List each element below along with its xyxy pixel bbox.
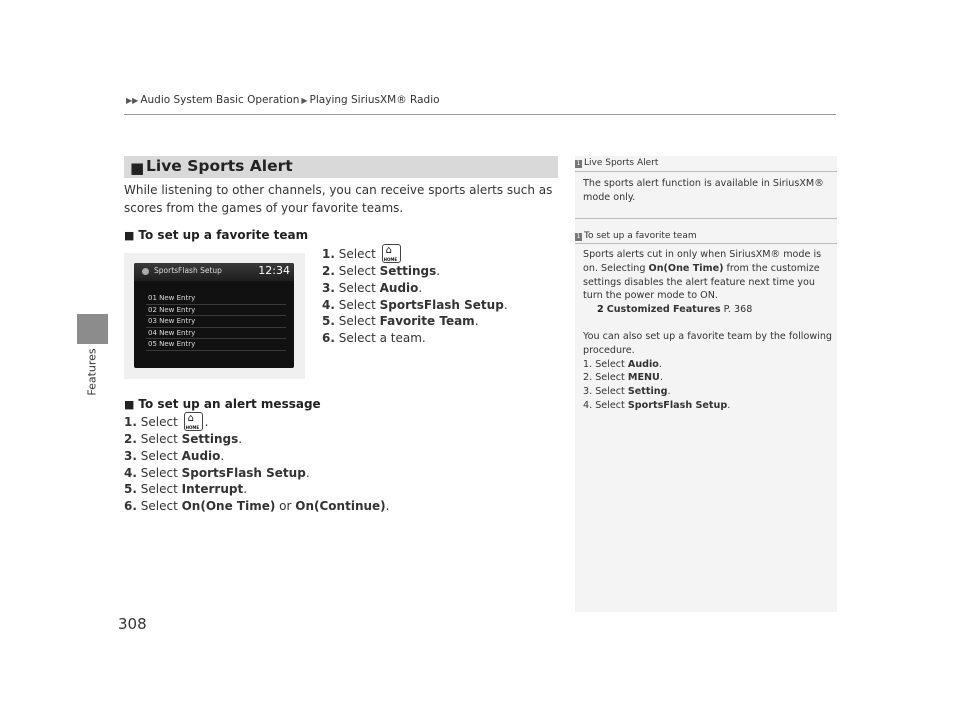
step-text: Select [338, 297, 376, 312]
step-keyword: Audio [379, 280, 419, 295]
home-button-icon[interactable] [184, 412, 203, 431]
step-text: Select [140, 499, 178, 514]
step-text: Select [338, 264, 376, 278]
section-title: Live Sports Alert [146, 157, 293, 175]
home-button-label: HOME [185, 425, 200, 430]
step-text: Select a team. [338, 331, 426, 346]
step-number: 2. [322, 264, 335, 278]
step-number: 3. [124, 448, 137, 463]
step-period: . [658, 358, 662, 370]
step-text: Select [140, 482, 178, 497]
step-number: 2. [583, 372, 593, 384]
step [124, 465, 389, 482]
favorite-team-heading [124, 228, 308, 242]
screen-illustration [124, 253, 305, 379]
step-period: . [727, 399, 731, 411]
step [322, 244, 508, 263]
house-icon: ⌂ [187, 413, 194, 424]
step [322, 263, 508, 280]
step-keyword: Favorite Team [379, 314, 475, 329]
step-keyword: SportsFlash Setup [181, 465, 306, 480]
list-item[interactable]: 03 New Entry [146, 316, 286, 328]
favorite-team-steps [322, 244, 508, 347]
step-period: . [474, 314, 479, 329]
spacer [583, 317, 833, 330]
step-keyword: On(One Time) [181, 499, 276, 514]
alert-message-steps [124, 412, 389, 515]
step-keyword: SportsFlash Setup [379, 297, 504, 312]
step [124, 448, 389, 465]
screen-list [146, 293, 286, 351]
step-text: Select [140, 415, 178, 429]
step-keyword: On(Continue) [295, 499, 386, 514]
reference-title[interactable]: Customized Features [606, 304, 721, 316]
step-text: Select [338, 314, 376, 329]
display-screen [134, 263, 294, 368]
step-keyword: Audio [627, 358, 659, 370]
step-keyword: Interrupt [181, 482, 244, 497]
breadcrumb-part-1[interactable]: Audio System Basic Operation [140, 94, 300, 106]
note-heading-live-sports [575, 158, 837, 168]
step [322, 297, 508, 314]
note-keyword: On(One Time) [648, 262, 724, 274]
step-number: 5. [322, 314, 335, 329]
screen-title: SportsFlash Setup [154, 266, 222, 275]
breadcrumb-arrow-icon: ▶▶ [126, 96, 139, 105]
reference-page: P. 368 [723, 304, 753, 316]
step-number: 1. [322, 247, 335, 261]
step [124, 431, 389, 448]
step-keyword: Settings [379, 264, 437, 278]
step [322, 313, 508, 330]
step [583, 385, 833, 399]
step-period: . [659, 372, 663, 384]
house-icon: ⌂ [385, 245, 392, 256]
breadcrumb-separator-icon: ▶ [301, 96, 308, 105]
screen-header [134, 263, 294, 281]
step-number: 6. [124, 499, 137, 514]
step [124, 498, 389, 515]
subheading-marker-icon: ■ [124, 398, 135, 411]
favorite-team-heading-text: To set up a favorite team [138, 228, 309, 242]
note-divider [575, 171, 837, 172]
step-text: Select [595, 372, 625, 384]
note-text-favorite-team [583, 248, 833, 413]
step-text: or [279, 499, 292, 514]
list-item[interactable]: 02 New Entry [146, 305, 286, 317]
step-text: Select [338, 280, 376, 295]
step [583, 371, 833, 385]
chapter-label: Features [85, 348, 99, 396]
step [322, 330, 508, 347]
step-keyword: Audio [181, 448, 221, 463]
intro-paragraph: While listening to other channels, you can receive sports alerts such as scores from the games of your favorite teams. [124, 183, 553, 215]
screen-status-icon [142, 268, 149, 275]
home-button-icon[interactable] [382, 244, 401, 263]
list-item[interactable]: 04 New Entry [146, 328, 286, 340]
list-item[interactable]: 05 New Entry [146, 339, 286, 351]
step-period: . [418, 280, 423, 295]
step-text: Select [140, 448, 178, 463]
note-paragraph: You can also set up a favorite team by the following procedure. [583, 330, 832, 356]
breadcrumb [124, 94, 440, 106]
subheading-marker-icon: ■ [124, 229, 135, 242]
note-divider [575, 243, 837, 244]
note-text-part: from the customize settings disables the alert feature next time you turn the power mode to ON. [583, 262, 820, 302]
step-period: . [436, 264, 441, 278]
step-period: . [503, 297, 508, 312]
reference-arrow-icon: 2 [597, 304, 604, 316]
step-number: 1. [124, 415, 137, 429]
step-text: Select [595, 399, 625, 411]
step [583, 358, 833, 372]
step-period: . [204, 415, 209, 429]
step-keyword: SportsFlash Setup [627, 399, 728, 411]
step-number: 6. [322, 331, 335, 346]
step-text: Select [338, 247, 376, 261]
step-period: . [238, 432, 243, 446]
step-period: . [243, 482, 248, 497]
step-keyword: MENU [627, 372, 660, 384]
step [124, 481, 389, 498]
note-paragraph [583, 248, 833, 303]
chapter-tab [77, 314, 108, 344]
step-number: 2. [124, 432, 137, 446]
note-heading-favorite-team [575, 231, 837, 241]
step-period: . [385, 499, 390, 514]
note-divider [575, 218, 837, 219]
step-number: 3. [583, 386, 593, 398]
step-number: 4. [124, 465, 137, 480]
step [322, 280, 508, 297]
page-number: 308 [118, 615, 147, 633]
note-heading-text: Live Sports Alert [584, 158, 659, 168]
note-icon: 1 [576, 160, 581, 167]
alert-message-heading-text: To set up an alert message [138, 397, 321, 411]
step-period: . [305, 465, 310, 480]
step-number: 5. [124, 482, 137, 497]
step-text: Select [140, 465, 178, 480]
note-text-live-sports: The sports alert function is available in SiriusXM® mode only. [583, 178, 824, 203]
note-icon: 1 [576, 233, 581, 240]
step-period: . [667, 386, 671, 398]
step-number: 3. [322, 280, 335, 295]
step-keyword: Settings [181, 432, 239, 446]
screen-clock: 12:34 [258, 264, 290, 277]
cross-reference[interactable] [583, 303, 833, 317]
note-text-part: Sports alerts cut in only when SiriusXM® mode is on. Selecting [583, 249, 822, 274]
note-heading-text: To set up a favorite team [584, 231, 697, 241]
step-text: Select [140, 432, 178, 446]
step-number: 4. [322, 297, 335, 312]
header-divider [124, 114, 836, 115]
alert-message-heading [124, 397, 321, 411]
step [583, 399, 833, 413]
home-button-label: HOME [383, 257, 398, 262]
step-number: 1. [583, 358, 593, 370]
step-text: Select [595, 358, 625, 370]
list-item[interactable]: 01 New Entry [146, 293, 286, 305]
step-text: Select [595, 386, 625, 398]
step-number: 4. [583, 399, 593, 411]
breadcrumb-part-2[interactable]: Playing SiriusXM® Radio [309, 94, 440, 106]
step-period: . [220, 448, 225, 463]
section-marker-icon: ■ [130, 159, 145, 177]
step [124, 412, 389, 431]
section-header [124, 156, 558, 178]
step-keyword: Setting [627, 386, 668, 398]
